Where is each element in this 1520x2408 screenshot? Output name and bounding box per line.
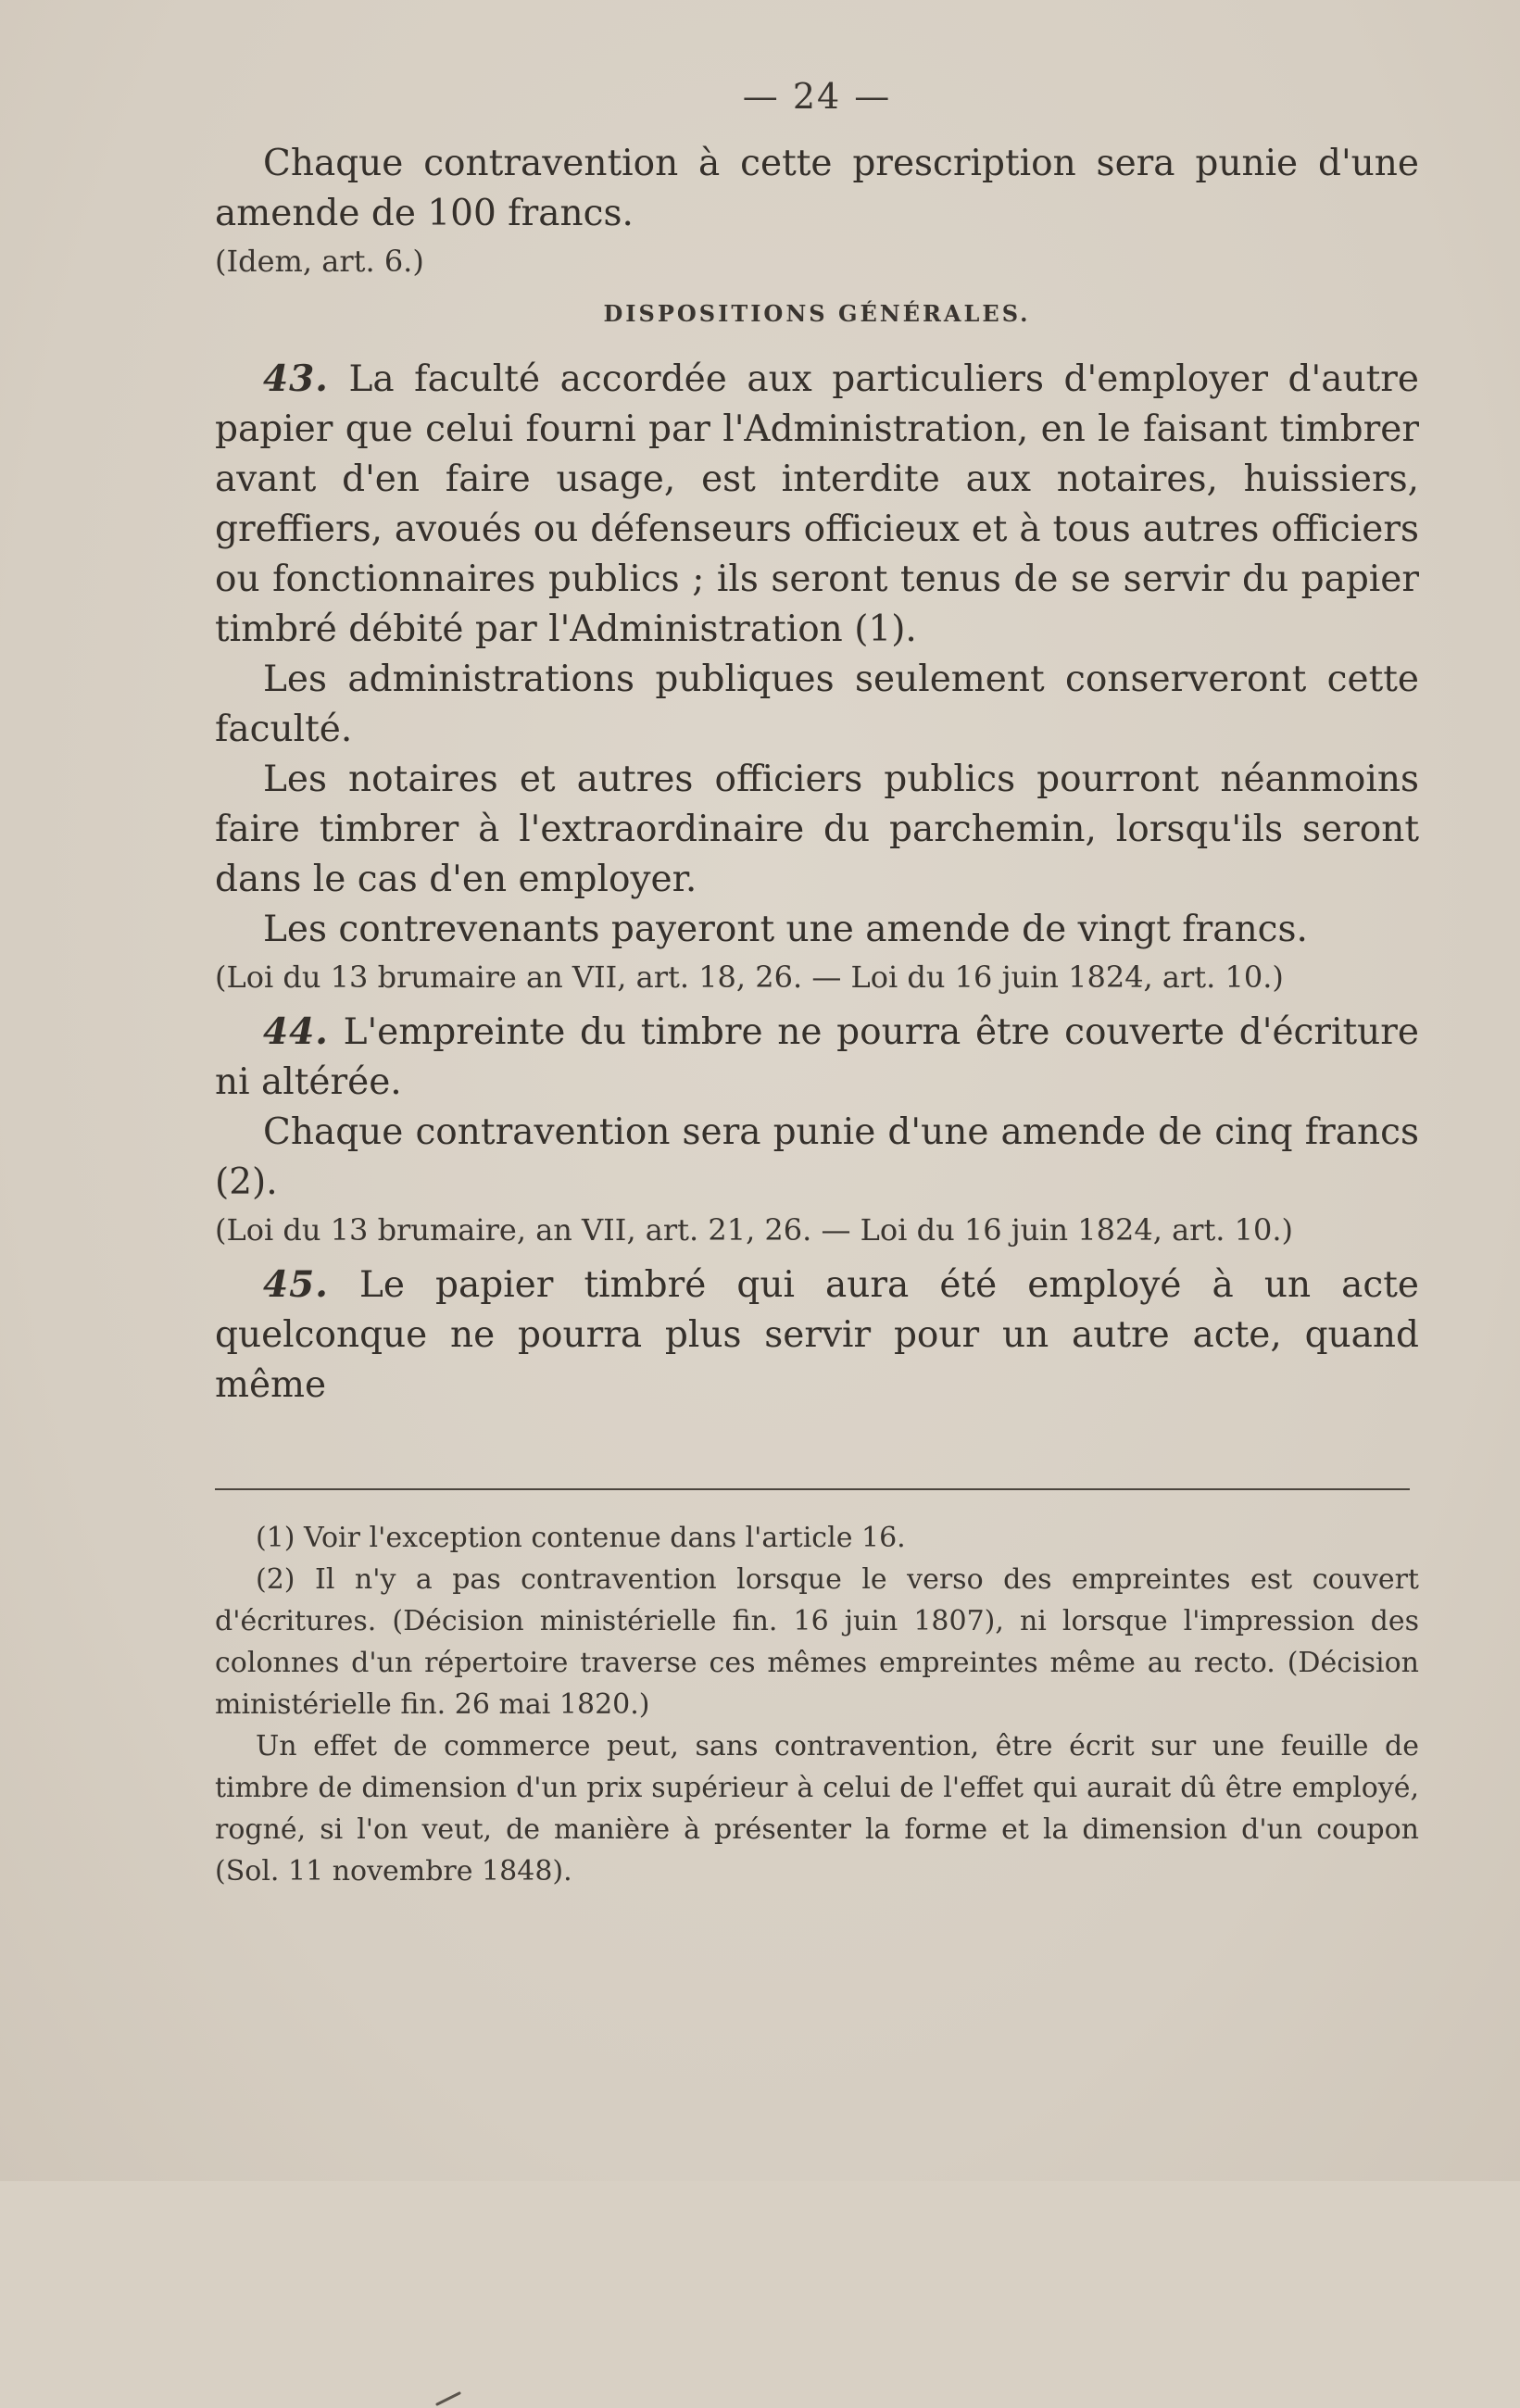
citation-idem [215, 245, 1419, 278]
article-44 [215, 1007, 1419, 1108]
footnote-1: (1) Voir l'exception contenue dans l'article 16. [256, 1522, 906, 1554]
paragraph-notaires: Les notaires et autres officiers publics pourront néanmoins faire timbrer à l'extraordinaire du parchemin, lorsqu'ils seront dans le cas d'en employer. [215, 759, 1419, 900]
article-45-text: Le papier timbré qui aura été employé à un acte quelconque ne pourra plus servir pour un autre acte, quand même [215, 1264, 1419, 1406]
main-text [215, 139, 1419, 1411]
paragraph-contrevenants: Les contrevenants payeront une amende de vingt francs. [263, 909, 1308, 950]
paragraph-chaque-contravention: Chaque contravention sera punie d'une amende de cinq francs (2). [215, 1111, 1419, 1203]
article-43-number: 43. [263, 357, 329, 400]
footnote-2: (2) Il n'y a pas contravention lorsque le verso des empreintes est couvert d'écritures. (Décision ministérielle fin. 16 juin 1807), ni lorsque l'impression des colonnes d'un répertoire traverse ces mêmes empreintes même au recto. (Décision ministérielle fin. 26 mai 1820.) [215, 1563, 1419, 1721]
footnote-divider [215, 1488, 1410, 1490]
article-45-number: 45. [263, 1263, 329, 1306]
article-43 [215, 354, 1419, 655]
citation-loi-1: (Loi du 13 brumaire an VII, art. 18, 26. — Loi du 16 juin 1824, art. 10.) [215, 959, 1284, 995]
article-45 [215, 1260, 1419, 1411]
pencil-mark-icon [435, 2389, 463, 2408]
citation-idem-text: (Idem, art. 6.) [215, 244, 424, 279]
page-number: — 24 — [742, 76, 892, 117]
article-44-text: L'empreinte du timbre ne pourra être couverte d'écriture ni altérée. [215, 1011, 1419, 1103]
paragraph-administrations: Les administrations publiques seulement conserveront cette faculté. [215, 658, 1419, 750]
article-43-text: La faculté accordée aux particuliers d'employer d'autre papier que celui fourni par l'Administration, en le faisant timbrer avant d'en faire usage, est interdite aux notaires, huissiers, greffiers, avoués ou défenseurs officieux et à tous autres officiers ou fonctionnaires publics ; ils seront tenus de se servir du papier timbré débité par l'Administration (1). [215, 358, 1419, 650]
footnote-2-continuation: Un effet de commerce peut, sans contravention, être écrit sur une feuille de timbre de dimension d'un prix supérieur à celui de l'effet qui aurait dû être employé, rogné, si l'on veut, de manière à présenter la forme et la dimension d'un coupon (Sol. 11 novembre 1848). [215, 1730, 1419, 1888]
paragraph-penalty: Chaque contravention à cette prescription sera punie d'une amende de 100 francs. [215, 143, 1419, 234]
footnotes [215, 1517, 1419, 1892]
article-44-number: 44. [263, 1010, 329, 1053]
section-heading: DISPOSITIONS GÉNÉRALES. [603, 300, 1031, 327]
citation-loi-2: (Loi du 13 brumaire, an VII, art. 21, 26. — Loi du 16 juin 1824, art. 10.) [215, 1212, 1294, 1248]
